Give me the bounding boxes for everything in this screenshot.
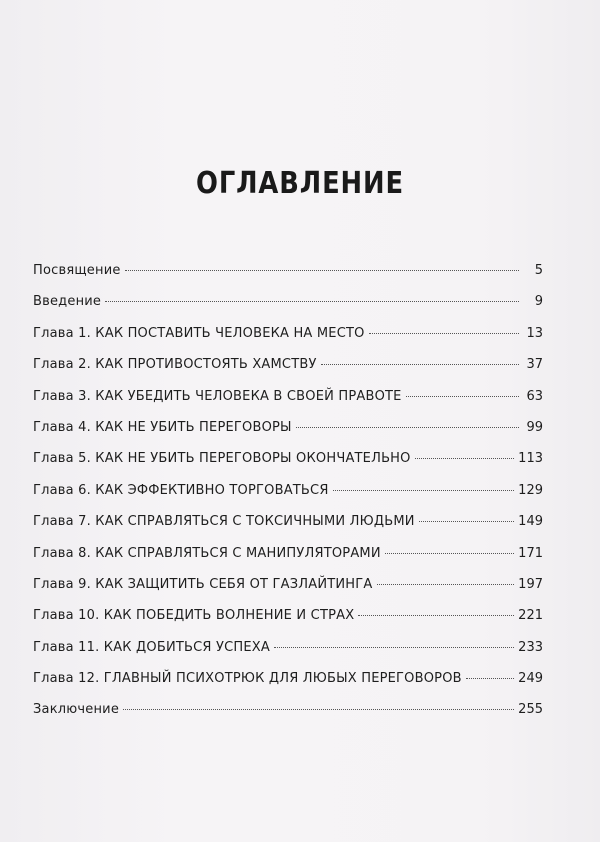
toc-entry-label: Глава 4. КАК НЕ УБИТЬ ПЕРЕГОВОРЫ [33, 419, 292, 435]
toc-entry-label: Глава 10. КАК ПОБЕДИТЬ ВОЛНЕНИЕ И СТРАХ [33, 608, 355, 624]
dot-leader [321, 364, 519, 365]
toc-entry-label: Глава 2. КАК ПРОТИВОСТОЯТЬ ХАМСТВУ [33, 357, 317, 373]
toc-entry-label: Глава 3. КАК УБЕДИТЬ ЧЕЛОВЕКА В СВОЕЙ ПРАВОТЕ [33, 388, 402, 404]
toc-entry-page-number: 129 [518, 482, 543, 498]
toc-entry-label: Заключение [33, 702, 120, 718]
dot-leader [296, 427, 519, 428]
dot-leader [274, 647, 514, 648]
toc-entry-label: Глава 11. КАК ДОБИТЬСЯ УСПЕХА [33, 639, 270, 655]
toc-entry-label: Глава 9. КАК ЗАЩИТИТЬ СЕБЯ ОТ ГАЗЛАЙТИНГА [33, 576, 373, 592]
toc-entry-label: Глава 12. ГЛАВНЫЙ ПСИХОТРЮК ДЛЯ ЛЮБЫХ ПЕРЕГОВОРОВ [33, 671, 462, 687]
toc-entry-page-number: 197 [518, 576, 543, 592]
toc-entry [33, 545, 543, 576]
dot-leader [333, 490, 515, 491]
toc-entry-page-number: 37 [526, 357, 543, 373]
toc-entry-page-number: 63 [526, 388, 543, 404]
toc-entry [33, 293, 543, 324]
dot-leader [415, 458, 515, 459]
page-title: ОГЛАВЛЕНИЕ [196, 166, 404, 201]
toc-entry-label: Введение [33, 294, 102, 310]
dot-leader [105, 301, 519, 302]
toc-entry [33, 419, 543, 450]
toc-entry-label: Глава 8. КАК СПРАВЛЯТЬСЯ С МАНИПУЛЯТОРАМИ [33, 545, 381, 561]
toc-entry-page-number: 99 [526, 419, 543, 435]
toc-entry [33, 450, 543, 481]
table-of-contents [33, 262, 543, 733]
dot-leader [377, 584, 515, 585]
toc-entry-label: Глава 7. КАК СПРАВЛЯТЬСЯ С ТОКСИЧНЫМИ ЛЮДЬМИ [33, 514, 415, 530]
toc-entry-page-number: 249 [518, 671, 543, 687]
toc-entry-label: Глава 5. КАК НЕ УБИТЬ ПЕРЕГОВОРЫ ОКОНЧАТЕЛЬНО [33, 451, 411, 467]
toc-entry-page-number: 113 [518, 451, 543, 467]
dot-leader [125, 270, 519, 271]
dot-leader [466, 678, 514, 679]
dot-leader [385, 553, 514, 554]
toc-entry-page-number: 5 [534, 263, 543, 278]
dot-leader [419, 521, 515, 522]
dot-leader [123, 709, 514, 710]
toc-entry [33, 262, 543, 293]
toc-entry-page-number: 255 [518, 702, 543, 718]
dot-leader [369, 333, 519, 334]
dot-leader [358, 615, 514, 616]
dot-leader [406, 396, 519, 397]
toc-entry [33, 325, 543, 356]
toc-entry [33, 607, 543, 638]
toc-entry [33, 576, 543, 607]
toc-entry [33, 513, 543, 544]
toc-entry [33, 356, 543, 387]
toc-entry-page-number: 171 [518, 545, 543, 561]
toc-entry [33, 388, 543, 419]
toc-entry [33, 701, 543, 732]
toc-entry-page-number: 233 [518, 639, 543, 655]
toc-entry-label: Глава 1. КАК ПОСТАВИТЬ ЧЕЛОВЕКА НА МЕСТО [33, 325, 365, 341]
toc-entry [33, 639, 543, 670]
toc-entry-page-number: 149 [518, 514, 543, 530]
toc-entry [33, 482, 543, 513]
toc-entry-page-number: 221 [518, 608, 543, 624]
toc-entry-label: Глава 6. КАК ЭФФЕКТИВНО ТОРГОВАТЬСЯ [33, 482, 329, 498]
toc-entry [33, 670, 543, 701]
toc-entry-page-number: 9 [534, 294, 543, 310]
toc-entry-label: Посвящение [33, 263, 121, 278]
toc-entry-page-number: 13 [526, 325, 543, 341]
